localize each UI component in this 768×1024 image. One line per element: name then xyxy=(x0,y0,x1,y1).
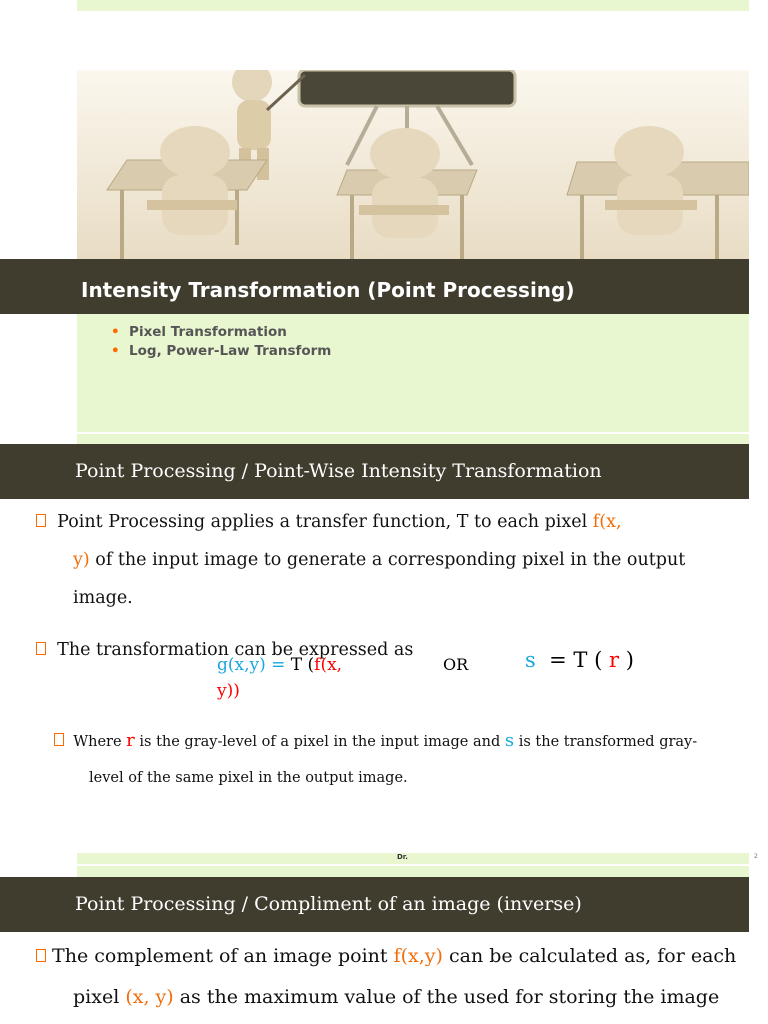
slide3-title-bar xyxy=(0,877,749,932)
slide1-title: Intensity Transformation (Point Processing) xyxy=(81,278,575,302)
classroom-image xyxy=(77,70,749,260)
slide2-para1: Point Processing applies a transfer function, T to each pixel f(x, y) of the input image to generate a corresponding pixel in the output image. xyxy=(36,503,736,617)
formula-or: OR xyxy=(443,655,469,674)
bullet-box-icon xyxy=(36,642,46,655)
slide2-page-number: 2 xyxy=(754,853,758,860)
formula-right: s = T ( r ) xyxy=(525,648,634,672)
slide2-footer-author: Dr. xyxy=(397,853,408,861)
list-item: • Pixel Transformation xyxy=(111,324,287,340)
slide1-bullet-list xyxy=(111,323,331,361)
top-green-strip xyxy=(77,0,749,11)
slide2-title: Point Processing / Point-Wise Intensity Transformation xyxy=(75,460,602,482)
slide2-para3: Where r is the gray-level of a pixel in the input image and s is the transformed gray- level of the same pixel in the output image. xyxy=(54,723,754,796)
slide2-title-bar xyxy=(0,444,749,499)
slide2-bottom-strip xyxy=(77,866,749,877)
slide2-footer-strip xyxy=(77,853,749,864)
bullet-icon: • xyxy=(111,343,120,359)
list-item: • Log, Power-Law Transform xyxy=(111,343,332,359)
classroom-illustration xyxy=(77,70,749,260)
slide3-para: The complement of an image point f(x,y) can be calculated as, for each pixel (x, y) as the maximum value of the used for storing the image xyxy=(36,936,746,1018)
bullet-box-icon xyxy=(54,733,64,746)
slide1-bottom-strip xyxy=(77,434,749,444)
slide1-content-area xyxy=(77,314,749,432)
slide2-para2: The transformation can be expressed as xyxy=(36,640,413,660)
slide1-title-bar xyxy=(0,259,749,314)
bullet-box-icon xyxy=(36,514,46,527)
slide3-title: Point Processing / Compliment of an image (inverse) xyxy=(75,893,582,915)
bullet-box-icon xyxy=(36,949,46,962)
bullet-icon: • xyxy=(111,324,120,340)
formula-left: g(x,y) = T (f(x, y)) xyxy=(217,655,343,701)
